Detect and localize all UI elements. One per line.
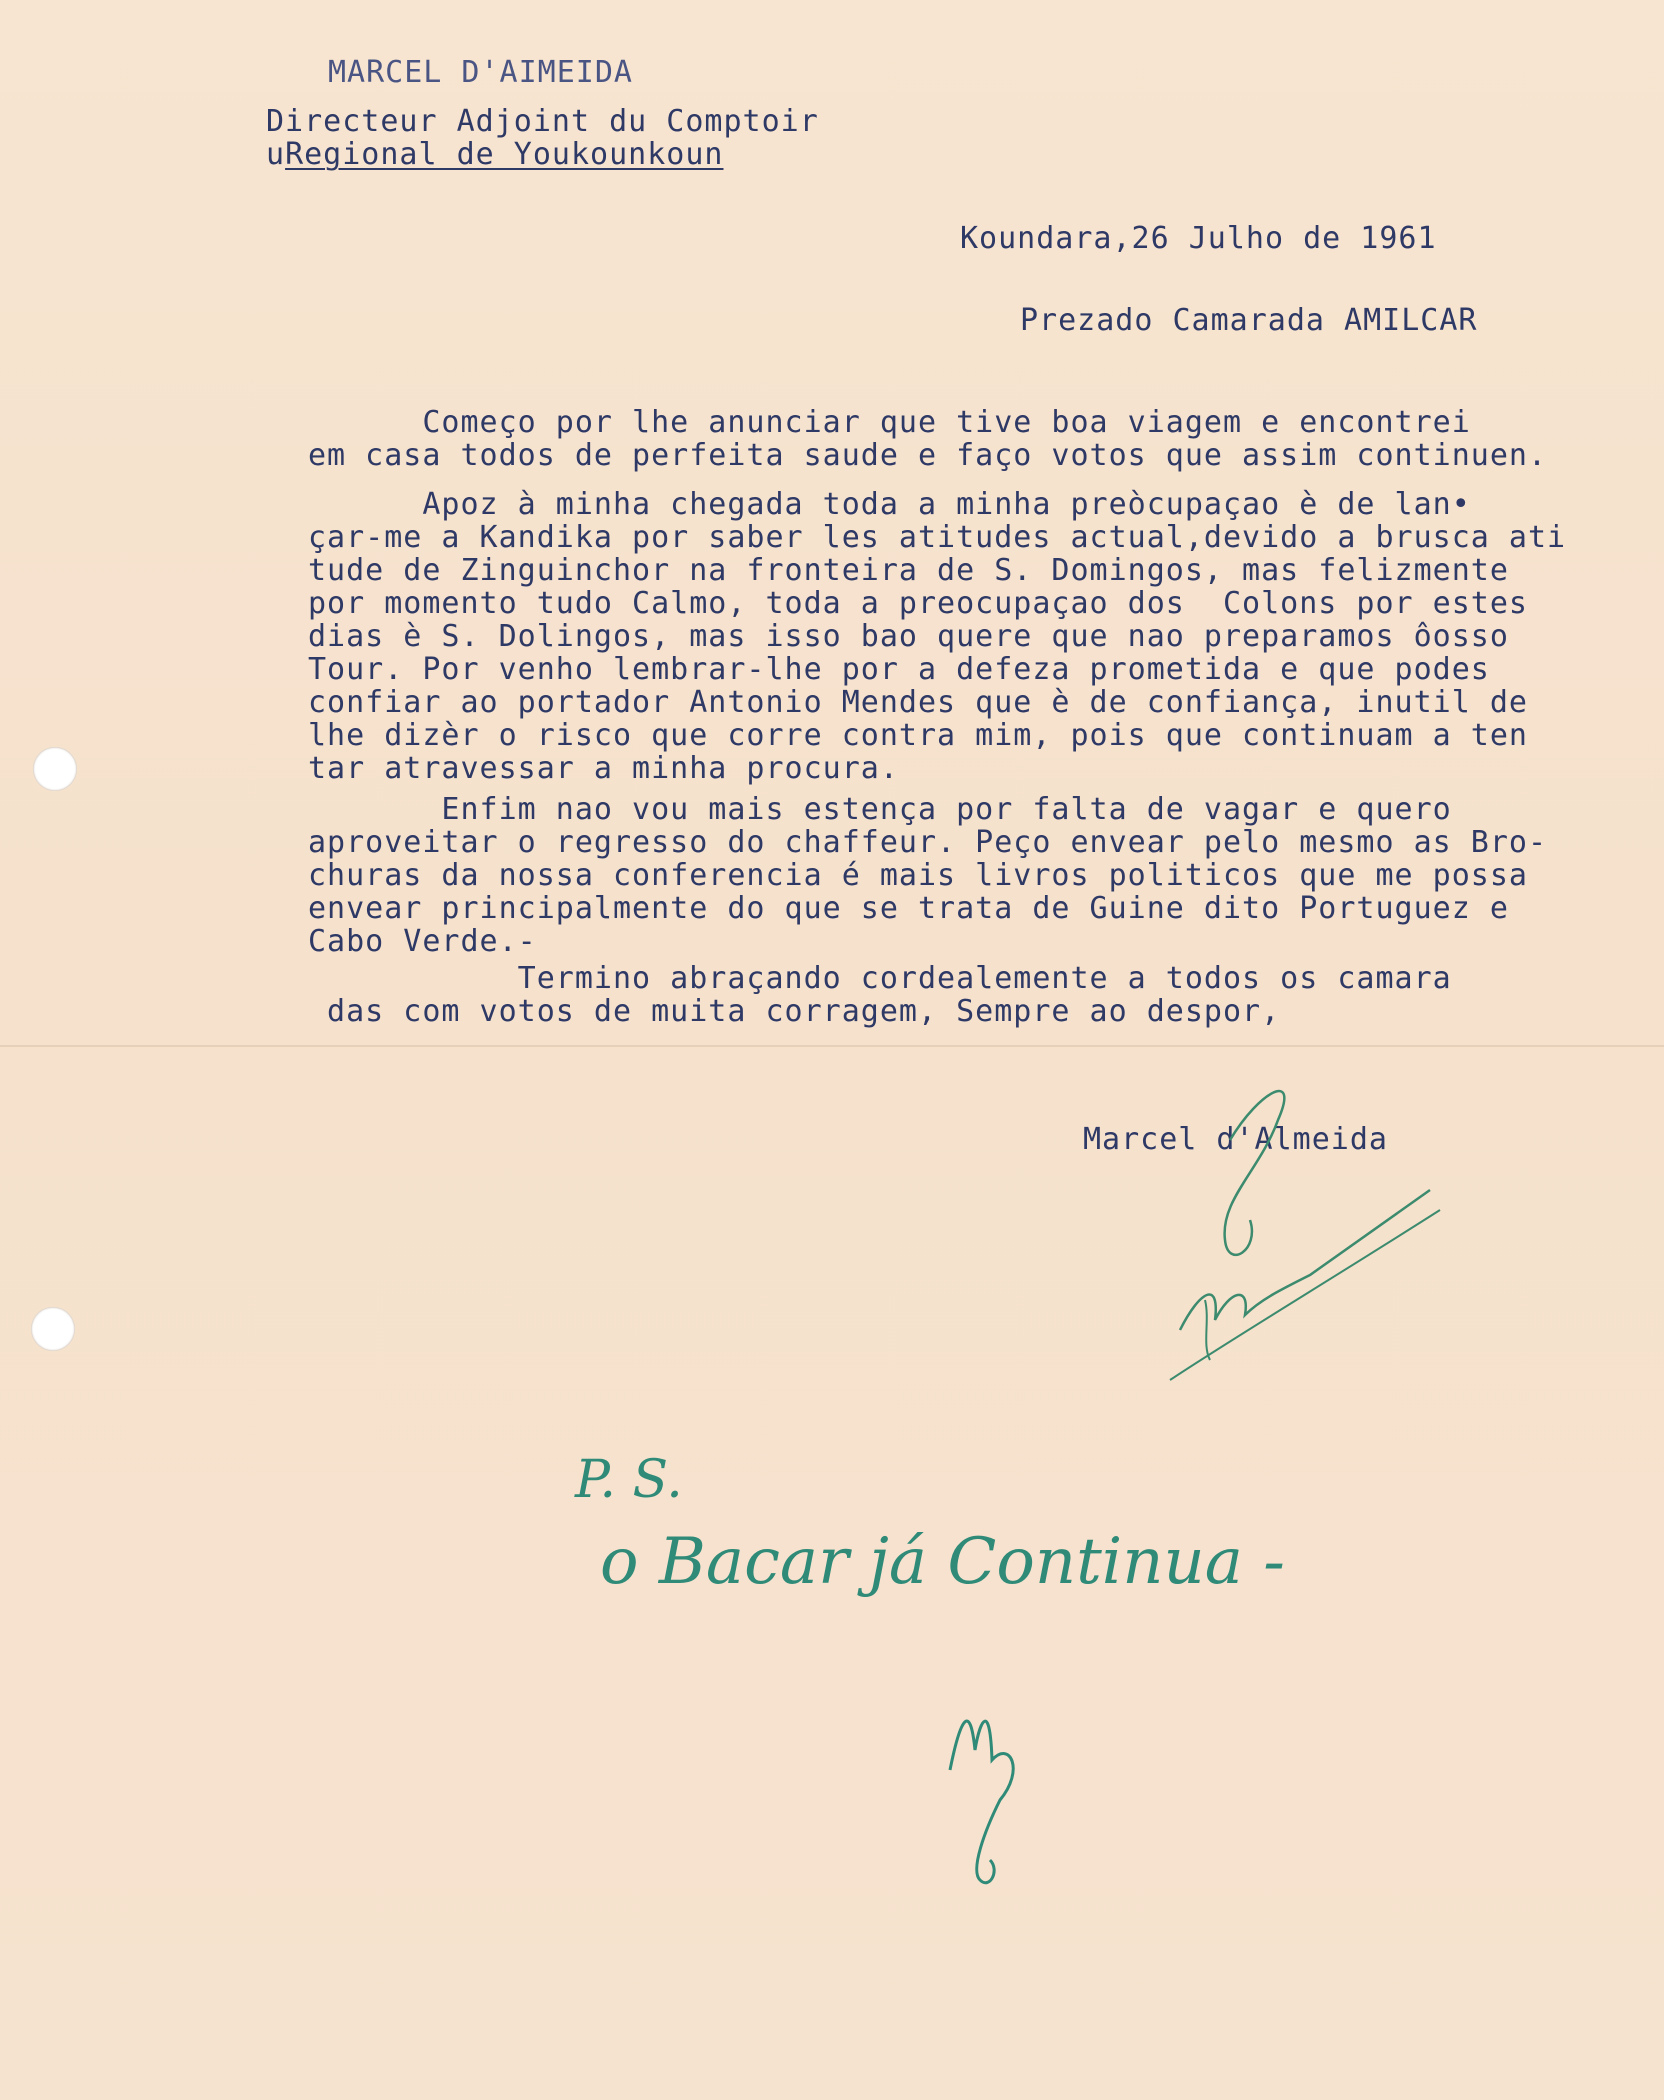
body-line: lhe dizèr o risco que corre contra mim, pois que continuam a ten: [308, 718, 1528, 753]
body-line: tude de Zinguinchor na fronteira de S. Domingos, mas felizmente: [308, 553, 1509, 588]
date-line: Koundara,26 Julho de 1961: [960, 221, 1437, 256]
body-line: tar atravessar a minha procura.: [308, 751, 899, 786]
body-line: em casa todos de perfeita saude e faço votos que assim continuen.: [308, 438, 1547, 473]
body-line: Começo por lhe anunciar que tive boa viagem e encontrei: [308, 405, 1471, 440]
letterhead-title-underlined: Regional de Youkounkoun: [285, 137, 724, 172]
body-line: aproveitar o regresso do chaffeur. Peço envear pelo mesmo as Bro-: [308, 825, 1547, 860]
punch-hole: [31, 1307, 75, 1351]
letterhead-title-line1: Directeur Adjoint du Comptoir: [266, 104, 819, 139]
postscript-line: o Bacar já Continua -: [600, 1525, 1285, 1599]
body-line: Termino abraçando cordealemente a todos os camara: [308, 961, 1452, 996]
postscript-label: P. S.: [575, 1450, 683, 1510]
body-line: Apoz à minha chegada toda a minha preòcupaçao è de lan•: [308, 487, 1471, 522]
body-line: Tour. Por venho lembrar-lhe por a defeza prometida e que podes: [308, 652, 1490, 687]
body-line: Cabo Verde.-: [308, 924, 537, 959]
body-line: çar-me a Kandika por saber les atitudes actual,devido a brusca ati: [308, 520, 1567, 555]
body-line: envear principalmente do que se trata de Guine dito Portuguez e: [308, 891, 1509, 926]
body-line: confiar ao portador Antonio Mendes que è de confiança, inutil de: [308, 685, 1528, 720]
paper-fold: [0, 1045, 1664, 1047]
letterhead-title-prefix: u: [266, 137, 286, 172]
letterhead-title-line2: [266, 137, 723, 172]
salutation: Prezado Camarada AMILCAR: [1020, 303, 1478, 338]
handwritten-signature: [1110, 1060, 1450, 1390]
postscript-initials: [930, 1680, 1050, 1900]
body-line: churas da nossa conferencia é mais livros politicos que me possa: [308, 858, 1528, 893]
body-line: Enfim nao vou mais estença por falta de vagar e quero: [308, 792, 1452, 827]
body-line: dias è S. Dolingos, mas isso bao quere que nao preparamos ôosso: [308, 619, 1509, 654]
body-line: das com votos de muita corragem, Sempre ao despor,: [308, 994, 1281, 1029]
signature-name: Marcel d'Almeida: [1083, 1122, 1388, 1157]
punch-hole: [33, 747, 77, 791]
letterhead-name: MARCEL D'AIMEIDA: [328, 55, 633, 90]
body-line: por momento tudo Calmo, toda a preocupaçao dos Colons por estes: [308, 586, 1528, 621]
